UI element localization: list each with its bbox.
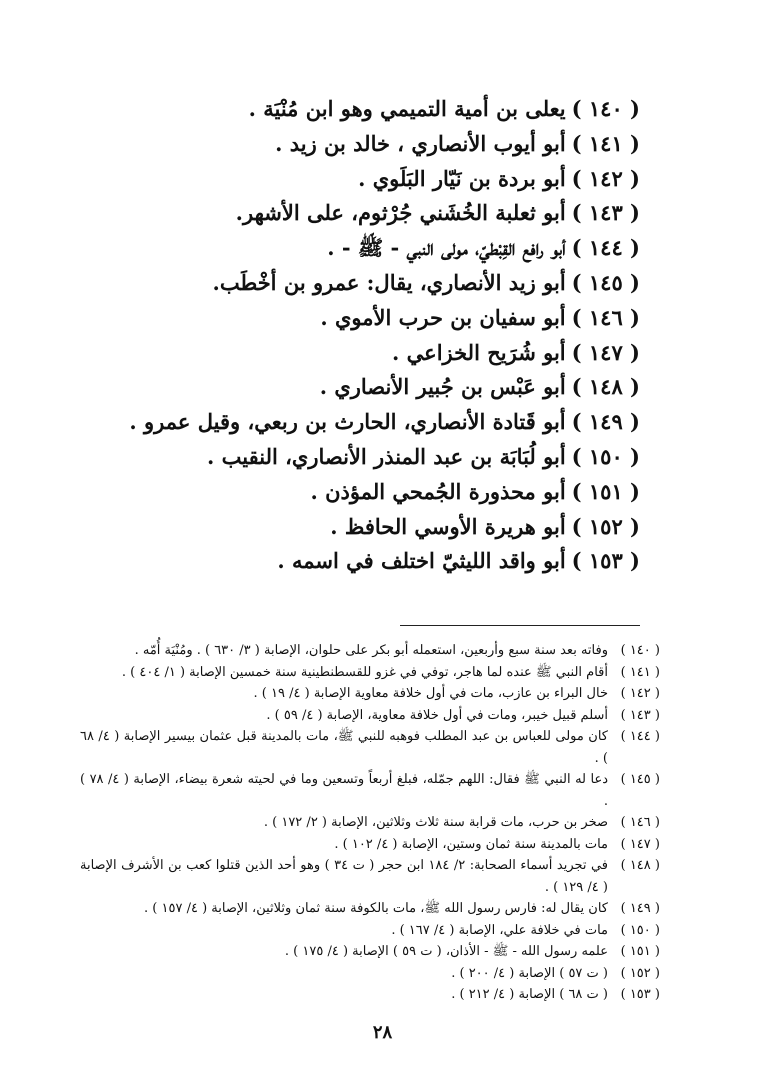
list-item <box>120 405 640 440</box>
footnote-text: وفاته بعد سنة سبع وأربعين، استعمله أبو بكر على حلوان، الإصابة ( ٣/ ٦٣٠ ) . ومُنْيَة أُمّه . <box>134 643 608 658</box>
footnote-text: ( ت ٦٨ ) الإصابة ( ٤/ ٢١٢ ) . <box>451 987 608 1002</box>
list-item <box>120 510 640 545</box>
list-item <box>120 266 640 301</box>
footnote-text: مات في خلافة علي، الإصابة ( ٤/ ١٦٧ ) . <box>391 922 608 938</box>
entry-text: أبو شُرَيح الخزاعي . <box>392 339 566 365</box>
entry-text: أبو محذورة الجُمحي المؤذن . <box>310 478 566 504</box>
footnote-divider <box>400 625 640 626</box>
footnote-number: ( ١٥٢ ) <box>620 965 660 981</box>
entry-number: ( ١٥٠ ) <box>571 443 640 469</box>
entry-text: أبو زيد الأنصاري، يقال: عمرو بن أخْطَب. <box>212 269 566 295</box>
footnote <box>80 812 660 834</box>
footnote-text: دعا له النبي ﷺ فقال: اللهم جمّله، فبلغ أربعاً وتسعين وما في لحيته شعرة بيضاء، الإصابة ( ٤/ ٧٨ ) . <box>80 772 608 809</box>
footnote-number: ( ١٥٣ ) <box>620 987 660 1002</box>
footnote <box>80 662 660 684</box>
entry-text: أبو سفيان بن حرب الأموي . <box>320 304 566 330</box>
footnote-text: أقام النبي ﷺ عنده لما هاجر، توفي في غزو للقسطنطينية سنة خمسين الإصابة ( ١/ ٤٠٤ ) . <box>121 664 608 680</box>
footnote <box>80 963 660 985</box>
entry-number: ( ١٤٠ ) <box>571 96 640 121</box>
page-number: ٢٨ <box>372 1022 393 1043</box>
footnote <box>80 705 660 727</box>
list-item <box>120 544 640 579</box>
entry-number: ( ١٤٥ ) <box>571 269 640 295</box>
list-item <box>120 301 640 336</box>
entry-number: ( ١٤٦ ) <box>571 304 640 330</box>
entry-number: ( ١٤١ ) <box>571 130 640 156</box>
footnote <box>80 984 660 1006</box>
footnote-number: ( ١٤١ ) <box>620 664 660 680</box>
list-item <box>120 196 640 231</box>
entry-text: أبو واقد الليثيّ اختلف في اسمه . <box>277 548 566 574</box>
footnotes <box>80 640 660 1006</box>
footnote-number: ( ١٤٤ ) <box>620 729 660 744</box>
list-item <box>120 231 640 266</box>
entry-text: أبو رافع القِبْطيّ، مولى النبي - ﷺ - . <box>327 235 566 261</box>
footnote-number: ( ١٤٢ ) <box>620 686 660 701</box>
entry-text: أبو قَتادة الأنصاري، الحارث بن ربعي، وقيل عمرو . <box>129 409 566 435</box>
footnote <box>80 898 660 920</box>
footnote <box>80 920 660 942</box>
entry-text: أبو عَبْس بن جُبير الأنصاري . <box>319 374 566 400</box>
entry-number: ( ١٤٧ ) <box>571 339 640 365</box>
entry-number: ( ١٥١ ) <box>571 478 640 504</box>
footnote <box>80 941 660 963</box>
entry-number: ( ١٥٣ ) <box>571 548 640 574</box>
entry-text: أبو لُبَابَة بن عبد المنذر الأنصاري، النقيب . <box>207 443 566 469</box>
entry-number: ( ١٤٨ ) <box>571 374 640 400</box>
footnote-number: ( ١٤٣ ) <box>620 707 660 723</box>
footnote <box>80 855 660 898</box>
footnote <box>80 640 660 662</box>
footnote-number: ( ١٤٨ ) <box>620 858 660 873</box>
footnote-text: كان يقال له: فارس رسول الله ﷺ، مات بالكوفة سنة ثمان وثلاثين، الإصابة ( ٤/ ١٥٧ ) . <box>144 901 608 916</box>
footnote-text: خال البراء بن عازب، مات في أول خلافة معاوية الإصابة ( ٤/ ١٩ ) . <box>253 686 608 701</box>
companions-list <box>120 92 640 579</box>
entry-number: ( ١٥٢ ) <box>571 513 640 539</box>
entry-text: أبو هريرة الأوسي الحافظ . <box>330 513 566 539</box>
entry-number: ( ١٤٣ ) <box>571 200 640 226</box>
footnote <box>80 769 660 812</box>
entry-text: أبو ثعلبة الخُشَني جُرْثوم، على الأشهر. <box>235 200 566 226</box>
list-item <box>120 440 640 475</box>
footnote-number: ( ١٥٠ ) <box>620 922 660 938</box>
footnote-text: في تجريد أسماء الصحابة: ٢/ ١٨٤ ابن حجر ( ت ٣٤ ) وهو أحد الذين قتلوا كعب بن الأشرف الإصابة ( ٤/ ١٢٩ ) . <box>80 858 609 895</box>
footnote-number: ( ١٤٧ ) <box>620 836 660 852</box>
list-item <box>120 336 640 371</box>
entry-text: أبو بردة بن نَيّار البَلَوي . <box>358 165 566 191</box>
entry-number: ( ١٤٤ ) <box>571 235 640 261</box>
footnote-number: ( ١٤٥ ) <box>620 772 660 787</box>
footnote-text: علمه رسول الله - ﷺ - الأذان، ( ت ٥٩ ) الإصابة ( ٤/ ١٧٥ ) . <box>284 944 608 959</box>
footnote-text: صخر بن حرب، مات قرابة سنة ثلاث وثلاثين، الإصابة ( ٢/ ١٧٢ ) . <box>263 815 608 830</box>
footnote-text: ( ت ٥٧ ) الإصابة ( ٤/ ٢٠٠ ) . <box>451 965 608 981</box>
list-item <box>120 127 640 162</box>
footnote <box>80 726 660 769</box>
footnote-text: مات بالمدينة سنة ثمان وستين، الإصابة ( ٤/ ١٠٢ ) . <box>334 836 608 852</box>
footnote-text: أسلم قبيل خيبر، ومات في أول خلافة معاوية، الإصابة ( ٤/ ٥٩ ) . <box>266 707 608 723</box>
list-item <box>120 370 640 405</box>
footnote-number: ( ١٤٠ ) <box>620 643 660 658</box>
entry-text: أبو أيوب الأنصاري ، خالد بن زيد . <box>275 130 566 156</box>
footnote-number: ( ١٤٩ ) <box>620 901 660 916</box>
entry-number: ( ١٤٢ ) <box>571 165 640 191</box>
list-item <box>120 475 640 510</box>
footnote-number: ( ١٤٦ ) <box>620 815 660 830</box>
footnote-text: كان مولى للعباس بن عبد المطلب فوهبه للنبي ﷺ، مات بالمدينة قبل عثمان بيسير الإصابة ( ٤/ ٦٨ ) . <box>80 729 608 766</box>
footnote <box>80 683 660 705</box>
footnote <box>80 834 660 856</box>
entry-number: ( ١٤٩ ) <box>571 409 640 435</box>
list-item <box>120 92 640 127</box>
entry-text: يعلى بن أمية التميمي وهو ابن مُنْيَة . <box>248 96 566 121</box>
footnote-number: ( ١٥١ ) <box>620 944 660 959</box>
list-item <box>120 162 640 197</box>
